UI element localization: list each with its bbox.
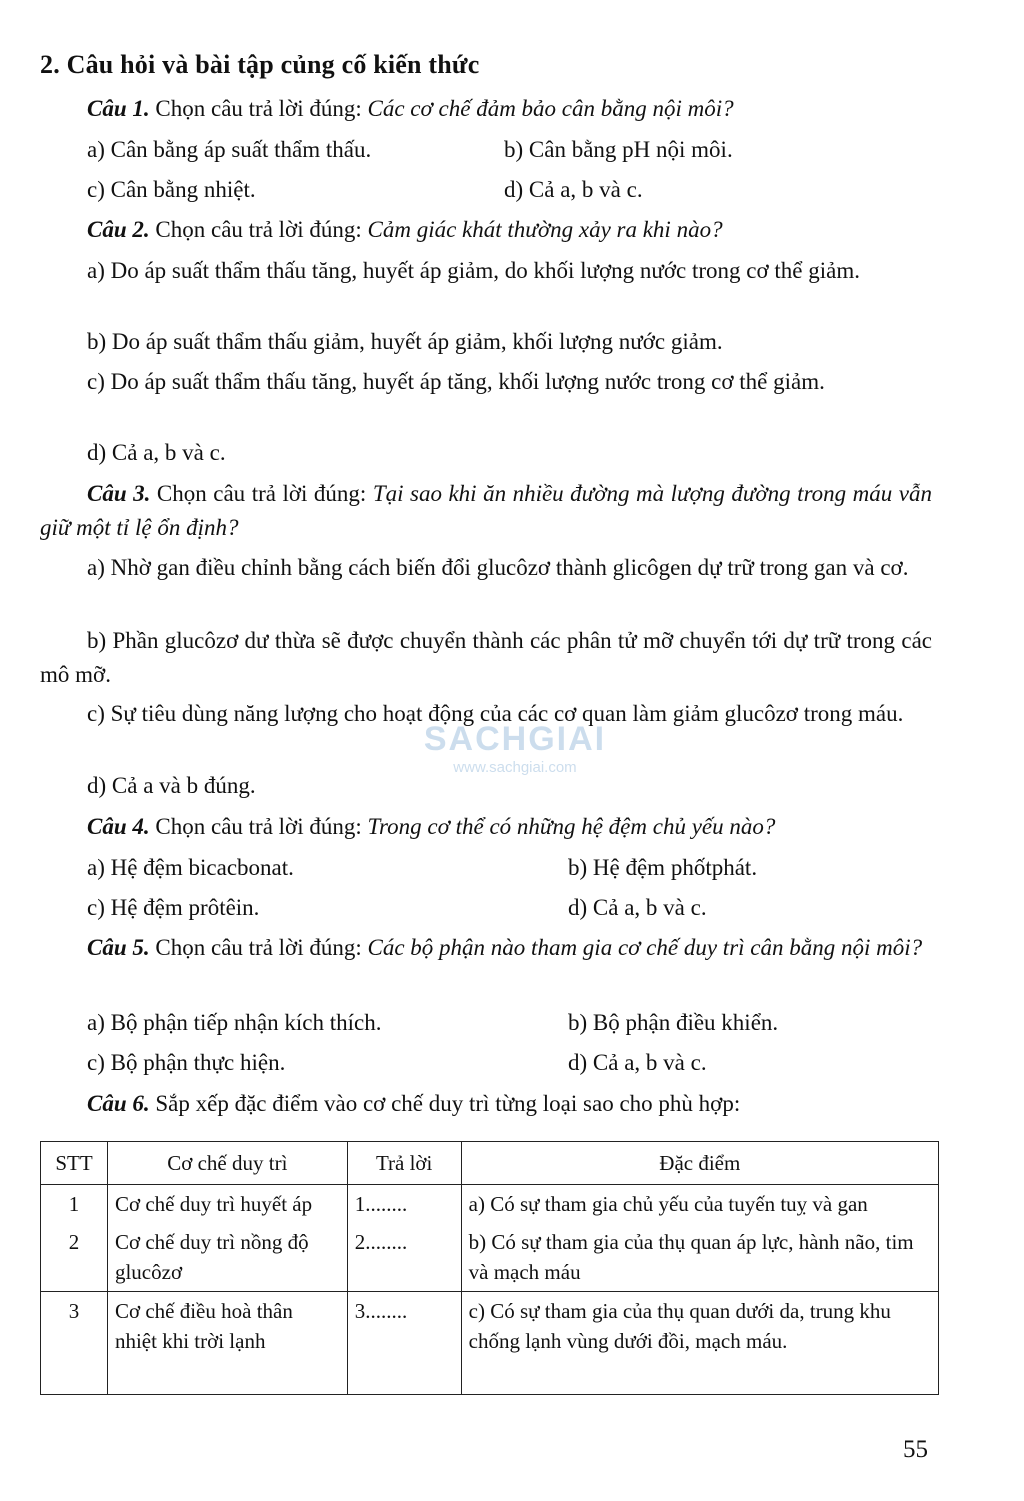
answer-3: 3........ bbox=[347, 1292, 461, 1395]
q1-option-d: d) Cả a, b và c. bbox=[504, 177, 643, 202]
q4-option-c: c) Hệ đệm prôtêin. bbox=[87, 895, 260, 920]
answer-2: 2........ bbox=[354, 1230, 408, 1254]
question-5-stem bbox=[40, 931, 932, 965]
stt-3: 3 bbox=[41, 1292, 108, 1395]
answer-1: 1........ bbox=[354, 1192, 408, 1216]
section-heading: 2. Câu hỏi và bài tập củng cố kiến thức bbox=[40, 50, 480, 79]
question-text: Tại sao khi ăn nhiều đường mà lượng đường trong máu vẫn giữ một tỉ lệ ổn định? bbox=[40, 481, 933, 540]
question-lead: Chọn câu trả lời đúng: bbox=[149, 935, 368, 960]
header-stt: STT bbox=[41, 1142, 108, 1185]
q3-option-a: a) Nhờ gan điều chỉnh bằng cách biến đổi glucôzơ thành glicôgen dự trữ trong gan và cơ. bbox=[87, 555, 909, 580]
q3-option-b: b) Phần glucôzơ dư thừa sẽ được chuyển thành các phân tử mỡ chuyển tới dự trữ trong các mô mỡ. bbox=[40, 628, 932, 687]
matching-table bbox=[40, 1141, 939, 1395]
q5-option-a: a) Bộ phận tiếp nhận kích thích. bbox=[87, 1010, 382, 1035]
q5-option-c: c) Bộ phận thực hiện. bbox=[87, 1050, 286, 1075]
watermark bbox=[410, 720, 620, 776]
q1-option-b: b) Cân bằng pH nội môi. bbox=[504, 137, 733, 162]
q2-option-a: a) Do áp suất thẩm thấu tăng, huyết áp giảm, do khối lượng nước trong cơ thể giảm. bbox=[87, 258, 860, 283]
stt-2: 2 bbox=[68, 1230, 80, 1254]
question-number: Câu 1. bbox=[87, 96, 150, 121]
question-number: Câu 3. bbox=[87, 481, 151, 506]
q2-option-c: c) Do áp suất thẩm thấu tăng, huyết áp tăng, khối lượng nước trong cơ thể giảm. bbox=[87, 369, 825, 394]
question-text: Các cơ chế đảm bảo cân bằng nội môi? bbox=[367, 96, 734, 121]
question-3-stem bbox=[40, 477, 932, 545]
question-lead: Chọn câu trả lời đúng: bbox=[150, 481, 373, 506]
header-answer: Trả lời bbox=[347, 1142, 461, 1185]
q2-option-b: b) Do áp suất thẩm thấu giảm, huyết áp giảm, khối lượng nước giảm. bbox=[87, 329, 723, 354]
question-4-stem bbox=[40, 810, 932, 844]
watermark-brand: SACHGIAI bbox=[423, 720, 607, 758]
feature-b: b) Có sự tham gia của thụ quan áp lực, hành não, tim và mạch máu bbox=[468, 1230, 914, 1284]
table-row bbox=[41, 1185, 939, 1292]
question-text: Trong cơ thể có những hệ đệm chủ yếu nào? bbox=[367, 814, 776, 839]
q1-option-c: c) Cân bằng nhiệt. bbox=[87, 177, 256, 202]
mechanism-1: Cơ chế duy trì huyết áp bbox=[114, 1192, 313, 1216]
row-answer bbox=[347, 1185, 461, 1292]
row-mechanism bbox=[107, 1185, 347, 1292]
header-mechanism: Cơ chế duy trì bbox=[107, 1142, 347, 1185]
header-feature: Đặc điểm bbox=[461, 1142, 938, 1185]
question-lead: Sắp xếp đặc điểm vào cơ chế duy trì từng loại sao cho phù hợp: bbox=[149, 1091, 741, 1116]
q5-option-d: d) Cả a, b và c. bbox=[568, 1050, 707, 1075]
question-text: Cảm giác khát thường xảy ra khi nào? bbox=[367, 217, 723, 242]
table-row bbox=[41, 1292, 939, 1395]
q4-option-b: b) Hệ đệm phốtphát. bbox=[568, 855, 758, 880]
question-number: Câu 5. bbox=[87, 935, 150, 960]
question-6-stem bbox=[40, 1087, 932, 1121]
table-header-row bbox=[41, 1142, 939, 1185]
watermark-url: www.sachgiai.com bbox=[453, 759, 577, 776]
q4-option-d: d) Cả a, b và c. bbox=[568, 895, 707, 920]
q1-option-a: a) Cân bằng áp suất thẩm thấu. bbox=[87, 137, 372, 162]
question-number: Câu 2. bbox=[87, 217, 150, 242]
question-text: Các bộ phận nào tham gia cơ chế duy trì cân bằng nội môi? bbox=[367, 935, 923, 960]
mechanism-3: Cơ chế điều hoà thân nhiệt khi trời lạnh bbox=[107, 1292, 347, 1395]
question-lead: Chọn câu trả lời đúng: bbox=[149, 217, 368, 242]
question-1-stem bbox=[40, 92, 932, 126]
q4-option-a: a) Hệ đệm bicacbonat. bbox=[87, 855, 294, 880]
question-2-stem bbox=[40, 213, 932, 247]
feature-c: c) Có sự tham gia của thụ quan dưới da, trung khu chống lạnh vùng dưới đồi, mạch máu. bbox=[461, 1292, 938, 1395]
page-number: 55 bbox=[903, 1436, 928, 1463]
q3-option-d: d) Cả a và b đúng. bbox=[87, 773, 256, 798]
question-number: Câu 4. bbox=[87, 814, 150, 839]
q5-option-b: b) Bộ phận điều khiển. bbox=[568, 1010, 779, 1035]
question-lead: Chọn câu trả lời đúng: bbox=[149, 814, 368, 839]
q3-option-c: c) Sự tiêu dùng năng lượng cho hoạt động của các cơ quan làm giảm glucôzơ trong máu. bbox=[87, 701, 904, 726]
mechanism-2: Cơ chế duy trì nồng độ glucôzơ bbox=[114, 1230, 309, 1284]
stt-1: 1 bbox=[68, 1192, 80, 1216]
row-feature bbox=[461, 1185, 938, 1292]
question-number: Câu 6. bbox=[87, 1091, 150, 1116]
feature-a: a) Có sự tham gia chủ yếu của tuyến tuỵ và gan bbox=[468, 1192, 868, 1216]
q2-option-d: d) Cả a, b và c. bbox=[87, 440, 226, 465]
row-stt bbox=[41, 1185, 108, 1292]
question-lead: Chọn câu trả lời đúng: bbox=[149, 96, 368, 121]
